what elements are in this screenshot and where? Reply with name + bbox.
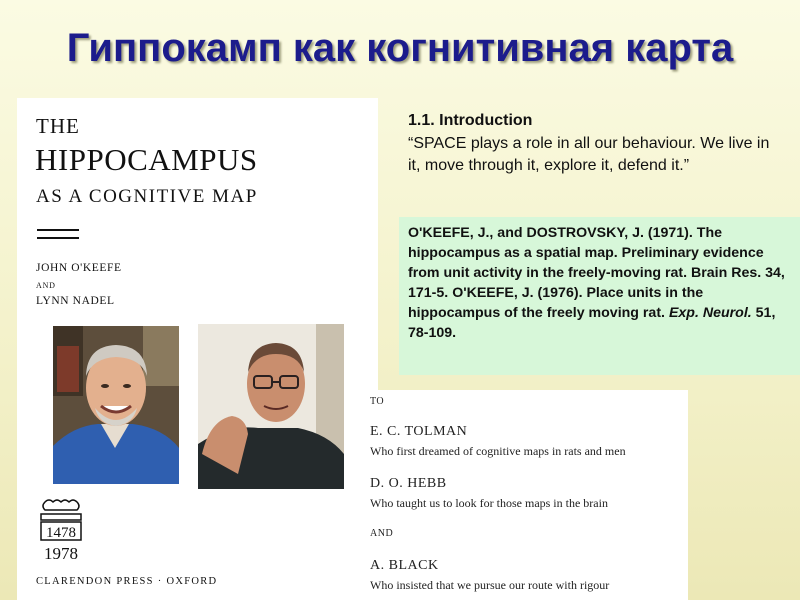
dedication-desc-tolman: Who first dreamed of cognitive maps in rats and men	[370, 444, 626, 458]
reference-2-tail: 51, 78-109.	[408, 305, 776, 341]
dedication-name-tolman: E. C. TOLMAN	[370, 424, 468, 439]
publisher-line: CLARENDON PRESS · OXFORD	[36, 576, 218, 587]
logo-year-bottom: 1978	[44, 544, 78, 563]
photo-john-okeefe	[53, 326, 179, 484]
dedication-page	[360, 390, 688, 600]
logo-year-top: 1478	[46, 525, 76, 541]
dedication-and: AND	[370, 528, 394, 539]
portrait-nadel-image	[198, 324, 344, 489]
slide-title: Гиппокамп как когнитивная карта	[66, 26, 734, 70]
cover-and: AND	[36, 281, 56, 290]
reference-2: O'KEEFE, J. (1976). Place units in the hippocampus of the freely moving rat.	[408, 285, 704, 321]
portrait-okeefe-image	[53, 326, 179, 484]
introduction-heading: 1.1. Introduction	[408, 112, 533, 129]
introduction-quote: “SPACE plays a role in all our behaviour. We live in it, move through it, explore it, defend it.”	[408, 134, 770, 174]
dedication-to: TO	[370, 396, 385, 407]
introduction-block	[408, 110, 778, 178]
cover-author-1: JOHN O'KEEFE	[36, 262, 122, 274]
photo-lynn-nadel	[198, 324, 344, 489]
cover-title-hippocampus: HIPPOCAMPUS	[35, 142, 258, 177]
dedication-desc-hebb: Who taught us to look for those maps in the brain	[370, 496, 608, 510]
dedication-name-hebb: D. O. HEBB	[370, 476, 447, 491]
cover-author-2: LYNN NADEL	[36, 295, 115, 307]
dedication-desc-black: Who insisted that we pursue our route with rigour	[370, 578, 610, 592]
cover-title-the: THE	[36, 114, 80, 138]
reference-1: O'KEEFE, J., and DOSTROVSKY, J. (1971). The hippocampus as a spatial map. Preliminary evidence from unit activity in the freely-moving rat. Brain Res. 34, 171-5.	[408, 225, 785, 301]
publisher-logo-icon	[37, 498, 85, 564]
cover-divider	[37, 229, 79, 239]
cover-subtitle: AS A COGNITIVE MAP	[36, 186, 258, 207]
references-box	[399, 217, 800, 375]
book-cover	[17, 98, 378, 600]
dedication-name-black: A. BLACK	[370, 558, 439, 573]
reference-2-journal: Exp. Neurol.	[668, 305, 752, 321]
